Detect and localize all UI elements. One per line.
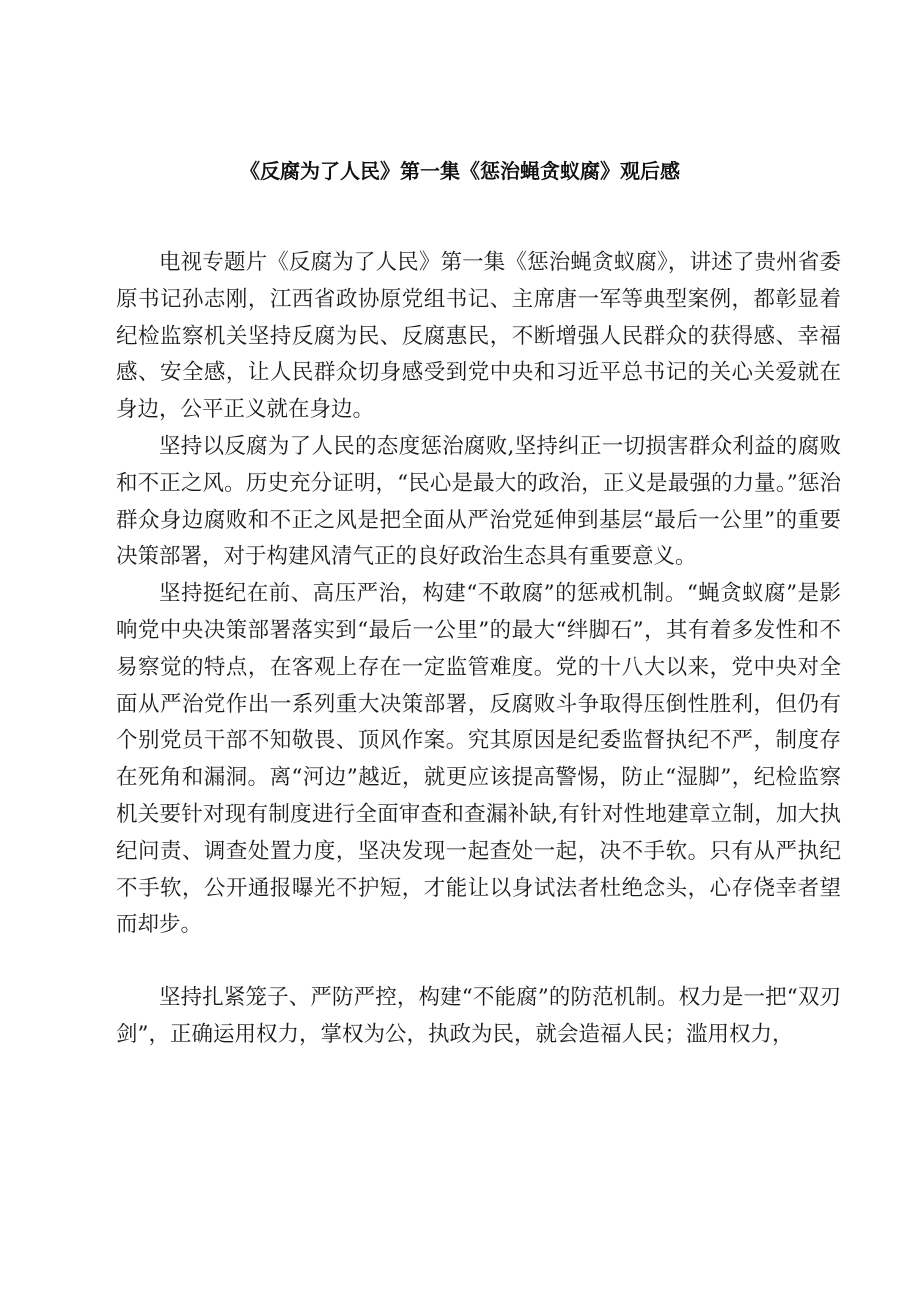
paragraph-4: 坚持扎紧笼子、严防严控，构建“不能腐”的防范机制。权力是一把“双刃剑”，正确运用权力，掌权为公，执政为民，就会造福人民；滥用权力， [116,985,841,1047]
document-title: 《反腐为了人民》第一集《惩治蝇贪蚁腐》观后感 [240,159,680,183]
paragraph-2: 坚持以反腐为了人民的态度惩治腐败,坚持纠正一切损害群众利益的腐败和不正之风。历史充分证明，“民心是最大的政治，正义是最强的力量。”惩治群众身边腐败和不正之风是把全面从严治党延伸到基层“最后一公里”的重要决策部署，对于构建风清气正的良好政治生态具有重要意义。 [116,433,841,570]
paragraph-3: 坚持挺纪在前、高压严治，构建“不敢腐”的惩戒机制。“蝇贪蚁腐”是影响党中央决策部署落实到“最后一公里”的最大“绊脚石”，其有着多发性和不易察觉的特点，在客观上存在一定监管难度。党的十八大以来，党中央对全面从严治党作出一系列重大决策部署，反腐败斗争取得压倒性胜利，但仍有个别党员干部不知敬畏、顶风作案。究其原因是纪委监督执纪不严，制度存在死角和漏洞。离“河边”越近，就更应该提高警惕，防止“湿脚”，纪检监察机关要针对现有制度进行全面审查和查漏补缺,有针对性地建章立制，加大执纪问责、调查处置力度，坚决发现一起查处一起，决不手软。只有从严执纪不手软，公开通报曝光不护短，才能让以身试法者杜绝念头，心存侥幸者望而却步。 [116,581,841,938]
paragraph-1: 电视专题片《反腐为了人民》第一集《惩治蝇贪蚁腐》，讲述了贵州省委原书记孙志刚，江西省政协原党组书记、主席唐一军等典型案例，都彰显着纪检监察机关坚持反腐为民、反腐惠民，不断增强人民群众的获得感、幸福感、安全感，让人民群众切身感受到党中央和习近平总书记的关心关爱就在身边，公平正义就在身边。 [116,250,841,423]
document-body [116,245,841,1054]
